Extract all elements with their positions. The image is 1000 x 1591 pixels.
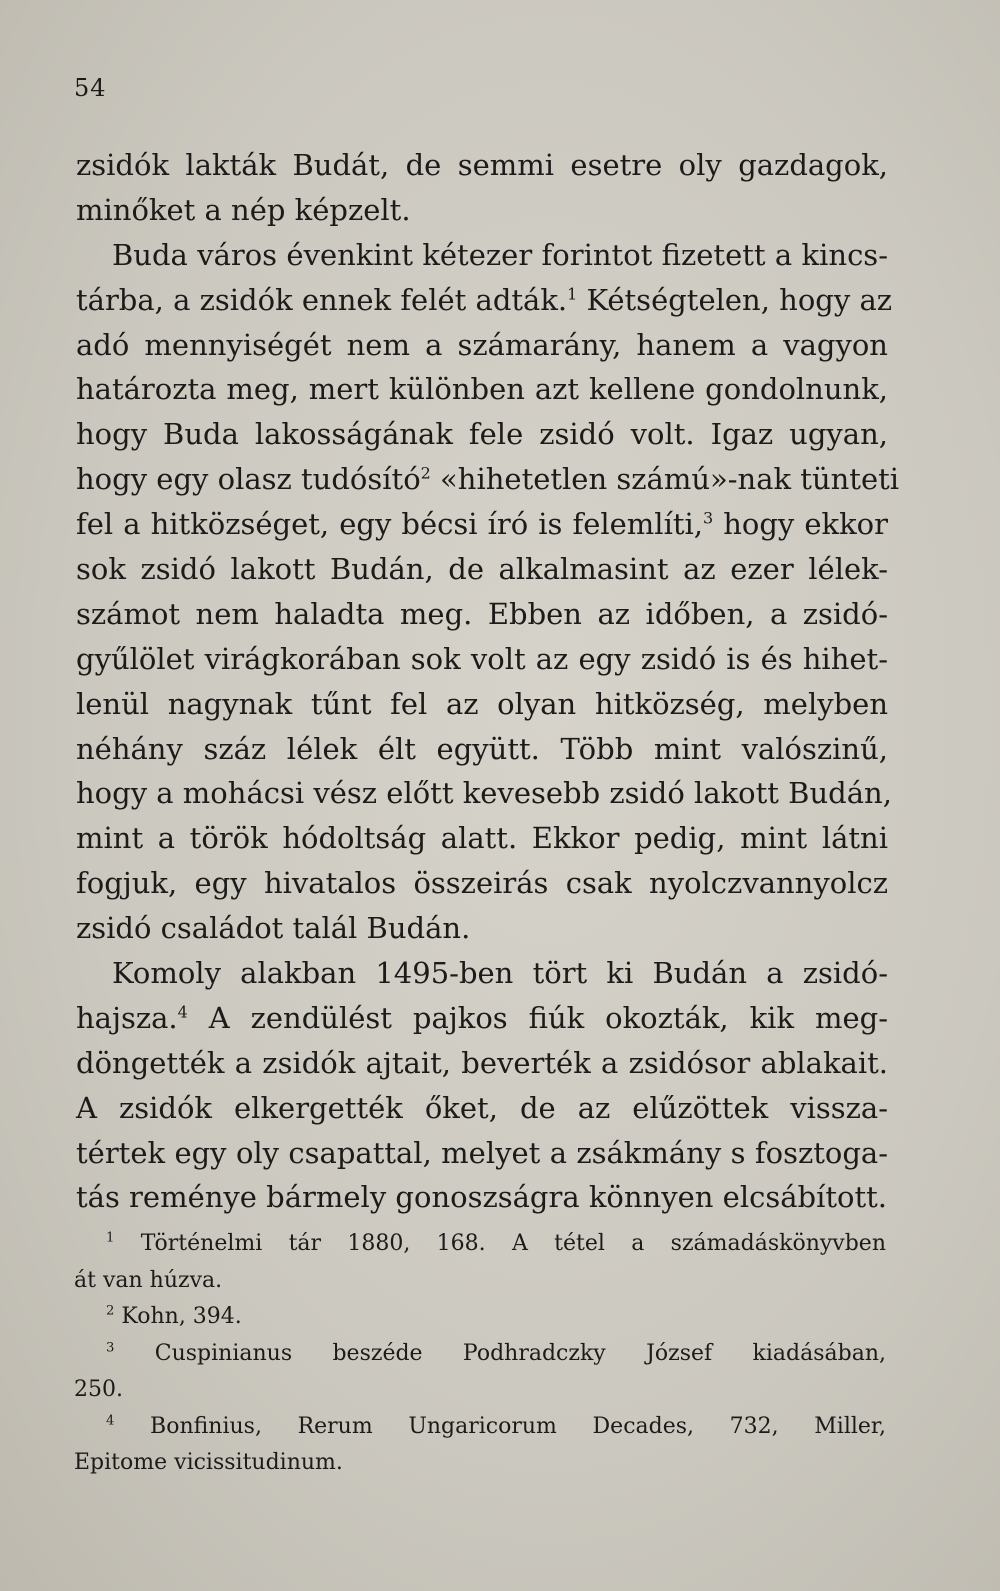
text-line: döngették a zsidók ajtait, beverték a zsidósor ablakait.	[76, 1045, 888, 1080]
text-line: tárba, a zsidók ennek felét adták.$^1$ Kétségtelen, hogy az	[76, 282, 893, 317]
text-line: Komoly alakban 1495-ben tört ki Budán a zsidó-	[112, 956, 888, 991]
text-line: határozta meg, mert különben azt kellene gondolnunk,	[76, 372, 888, 407]
footnote-line: 250.	[74, 1377, 123, 1402]
body-text	[76, 143, 900, 1220]
footnote-ref: 4	[177, 1002, 188, 1022]
text-line: minőket a nép képzelt.	[76, 192, 411, 227]
footnotes	[74, 1226, 886, 1482]
footnote-line: $^3$ Cuspinianus beszéde Podhradczky József kiadásában,	[106, 1340, 886, 1366]
text-line: hogy Buda lakosságának fele zsidó volt. Igaz ugyan,	[76, 417, 888, 452]
text-line: számot nem haladta meg. Ebben az időben, a zsidó-	[76, 596, 888, 631]
text-line: hogy egy olasz tudósító$^2$ «hihetetlen számú»-nak tünteti	[76, 462, 900, 497]
footnote-mark: 2	[106, 1303, 115, 1319]
text-line: néhány száz lélek élt együtt. Több mint valószinű,	[76, 731, 888, 766]
text-line: fel a hitközséget, egy bécsi író is felemlíti,$^3$ hogy ekkor	[76, 507, 888, 542]
footnote-ref: 2	[420, 463, 431, 483]
footnote-line: Epitome vicissitudinum.	[74, 1450, 343, 1475]
text-line: zsidók lakták Budát, de semmi esetre oly gazdagok,	[76, 148, 888, 182]
footnote-line: $^4$ Bonfinius, Rerum Ungaricorum Decades, 732, Miller,	[106, 1413, 887, 1439]
page-number: 54	[74, 74, 107, 102]
footnote-line: $^1$ Történelmi tár 1880, 168. A tétel a számadáskönyvben	[106, 1230, 886, 1256]
text-line: A zsidók elkergették őket, de az elűzöttek vissza-	[76, 1090, 888, 1125]
text-line: gyűlölet virágkorában sok volt az egy zsidó is és hihet-	[76, 641, 888, 676]
text-line: mint a török hódoltság alatt. Ekkor pedig, mint látni	[76, 821, 888, 856]
text-line: sok zsidó lakott Budán, de alkalmasint az ezer lélek-	[76, 552, 888, 587]
text-line: zsidó családot talál Budán.	[76, 911, 471, 946]
footnote-line: $^2$ Kohn, 394.	[106, 1303, 242, 1329]
footnote-mark: 1	[106, 1230, 115, 1246]
text-line: adó mennyiségét nem a számarány, hanem a vagyon	[76, 327, 888, 362]
footnote-ref: 1	[567, 284, 578, 304]
text-line: Buda város évenkint kétezer forintot fizetett a kincs-	[112, 237, 888, 272]
text-line: tás reménye bármely gonoszságra könnyen elcsábított.	[76, 1180, 888, 1215]
footnote-mark: 3	[106, 1340, 115, 1356]
text-line: lenül nagynak tűnt fel az olyan hitközség, melyben	[76, 686, 888, 721]
text-line: fogjuk, egy hivatalos összeirás csak nyolczvannyolcz	[76, 866, 888, 901]
footnote-mark: 4	[106, 1413, 115, 1429]
footnote-ref: 3	[703, 508, 714, 528]
text-line: hajsza.$^4$ A zendülést pajkos fiúk okozták, kik meg-	[76, 1000, 888, 1035]
footnote-line: át van húzva.	[74, 1267, 223, 1293]
text-line: hogy a mohácsi vész előtt kevesebb zsidó lakott Budán,	[76, 776, 892, 811]
text-line: tértek egy oly csapattal, melyet a zsákmány s fosztoga-	[76, 1135, 888, 1170]
